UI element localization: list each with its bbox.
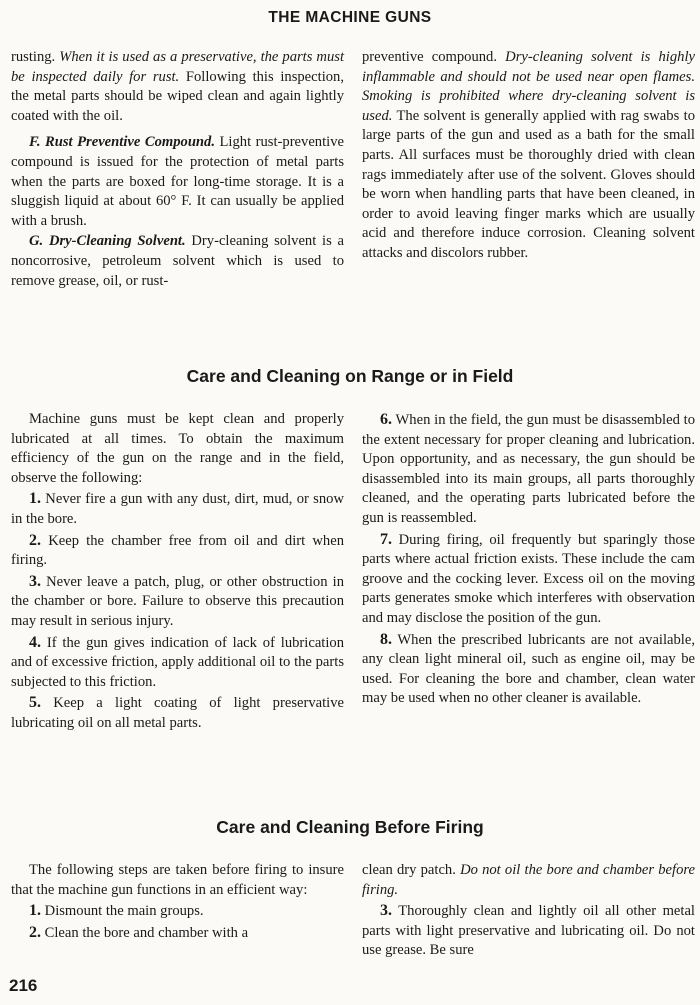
continuation-text-a: clean dry patch. [362, 862, 461, 878]
section2-left-column [11, 861, 344, 961]
item-text: Thoroughly clean and lightly oil all other metal parts with light preservative and lubricating oil. Do not use grease. Be sure [362, 903, 695, 959]
section2-columns [11, 861, 695, 961]
section1-intro: Machine guns must be kept clean and properly lubricated at all times. To obtain the maximum efficiency of the gun on the range and in the field, observe the following: [11, 411, 344, 486]
section1-item-7 [362, 530, 695, 629]
solvent-text-a: preventive compound. [362, 49, 506, 65]
solvent-text-c: The solvent is generally applied with rag swabs to large parts of the gun and used as a bath for the small parts. All surfaces must be thoroughly dried with clean rags immediately after use of the solvent. Gloves should be worn when handling parts that have been cleaned, in order to avoid leaving finger marks which are usually acid and therefore induce corrosion. Cleaning solvent attacks and discolors rubber. [362, 107, 695, 261]
item-text: During firing, oil frequently but sparingly those parts where actual friction exists. These include the cam groove and the cocking lever. Excess oil on the moving parts generates smoke which interferes with observation and may disclose the position of the gun. [362, 531, 695, 626]
top-columns [11, 48, 695, 291]
item-text: If the gun gives indication of lack of lubrication and of excessive friction, apply additional oil to the parts subjected to this friction. [11, 634, 344, 690]
section-title-range-field: Care and Cleaning on Range or in Field [186, 366, 514, 386]
paragraph-f [11, 133, 344, 231]
item-text: Clean the bore and chamber with a [41, 924, 249, 941]
page-header: THE MACHINE GUNS [268, 9, 432, 26]
paragraph-g [11, 232, 344, 291]
item-text: When the prescribed lubricants are not available, any clean light mineral oil, such as engine oil, may be used. For cleaning the bore and chamber, clean water may be used when no other cleaner is available. [362, 631, 695, 707]
section2-item-1 [11, 901, 344, 922]
section1-right-column [362, 410, 695, 734]
item-number: 7. [380, 530, 392, 548]
rust-text-c: Following this inspection, the metal parts should be wiped clean and again lightly coated with the oil. [11, 68, 344, 124]
section2-intro: The following steps are taken before firing to insure that the machine gun functions in an efficient way: [11, 862, 344, 898]
item-number: 3. [29, 572, 41, 590]
item-text: When in the field, the gun must be disassembled to the extent necessary for proper cleaning and lubrication. Upon opportunity, and as necessary, the gun should be disassembled into its main groups, all parts thoroughly cleaned, and the operating parts lubricated before the gun is reassembled. [362, 412, 695, 526]
section1-item-6 [362, 410, 695, 529]
item-number: 1. [29, 490, 41, 508]
section1-item-2 [11, 531, 344, 571]
solvent-text-b: Dry-cleaning solvent is highly inflammable and should not be used near open flames. Smoking is prohibited where dry-cleaning solvent is used. [362, 49, 695, 124]
paragraph-f-text: Light rust-preventive compound is issued for the protection of metal parts when the parts are boxed for long-time storage. It is a sluggish liquid at about 60° F. It can usually be applied with a brush. [11, 134, 344, 229]
top-left-column [11, 48, 344, 291]
paragraph-g-title: G. Dry-Cleaning Solvent. [29, 233, 186, 250]
paragraph-f-title: F. Rust Preventive Compound. [29, 134, 215, 151]
paragraph-g-text: Dry-cleaning solvent is a noncorrosive, petroleum solvent which is used to remove grease, oil, or rust- [11, 233, 344, 289]
item-number: 3. [380, 902, 392, 920]
item-number: 2. [29, 923, 41, 941]
continuation-text-b: Do not oil the bore and chamber before firing. [362, 862, 695, 898]
section1-item-1 [11, 489, 344, 529]
rust-text-b: When it is used as a preservative, the parts must be inspected daily for rust. [11, 49, 344, 85]
item-text: Keep a light coating of light preservative lubricating oil on all metal parts. [11, 695, 344, 731]
page-number: 216 [9, 976, 38, 995]
item-number: 2. [29, 531, 41, 549]
rust-text-a: rusting. [11, 49, 60, 65]
rust-paragraph [11, 48, 344, 126]
top-right-column [362, 48, 695, 291]
item-text: Keep the chamber free from oil and dirt when firing. [11, 532, 344, 569]
section-title-before-firing: Care and Cleaning Before Firing [216, 817, 484, 837]
section1-item-3 [11, 572, 344, 632]
section1-item-8 [362, 630, 695, 709]
section2-item-2 [11, 923, 344, 944]
item-number: 1. [29, 902, 41, 920]
item-number: 5. [29, 694, 41, 712]
section1-columns [11, 410, 695, 734]
section2-continuation [362, 861, 695, 900]
section2-right-column [362, 861, 695, 961]
section2-item-3 [362, 901, 695, 961]
solvent-paragraph [362, 48, 695, 264]
item-text: Never leave a patch, plug, or other obstruction in the chamber or bore. Failure to observe this precaution may result in serious injury. [11, 573, 344, 629]
item-number: 8. [380, 630, 392, 648]
item-number: 6. [380, 411, 392, 428]
item-text: Never fire a gun with any dust, dirt, mud, or snow in the bore. [11, 491, 344, 527]
section1-left-column [11, 410, 344, 734]
section1-item-5 [11, 693, 344, 733]
item-text: Dismount the main groups. [41, 903, 204, 920]
item-number: 4. [29, 633, 41, 651]
section1-item-4 [11, 633, 344, 693]
